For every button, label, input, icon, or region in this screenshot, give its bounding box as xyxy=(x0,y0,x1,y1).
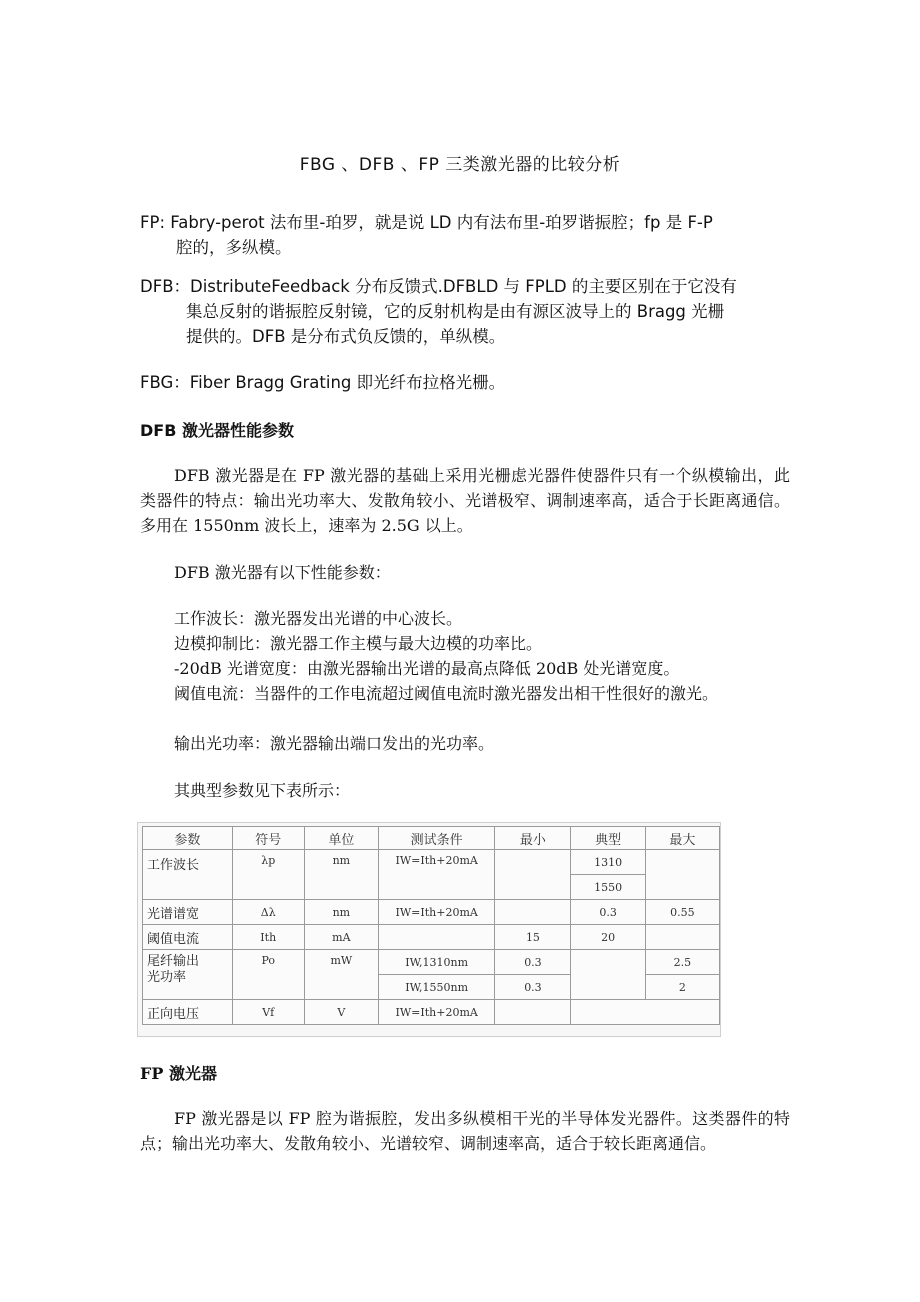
cell-condition: IW,1310nm xyxy=(378,950,495,975)
cell-min: 0.3 xyxy=(495,975,571,1000)
cell-param: 光谱谱宽 xyxy=(143,900,233,925)
dfb-definition-line1: DFB：DistributeFeedback 分布反馈式.DFBLD 与 FPLD 的主要区别在于它没有 xyxy=(140,277,737,296)
header-symbol: 符号 xyxy=(232,827,304,850)
cell-symbol: Ith xyxy=(232,925,304,950)
cell-typ: 1550 xyxy=(571,875,645,900)
cell-symbol: Vf xyxy=(232,1000,304,1025)
table-intro: 其典型参数见下表所示： xyxy=(174,781,351,800)
cell-max: 2.5 xyxy=(645,950,719,975)
cell-param-line2: 光功率 xyxy=(147,970,187,985)
dfb-definition-line3: 提供的。DFB 是分布式负反馈的，单纵模。 xyxy=(186,327,506,346)
header-param: 参数 xyxy=(143,827,233,850)
header-min: 最小 xyxy=(495,827,571,850)
parameter-table-image xyxy=(137,822,721,1037)
cell-unit: V xyxy=(304,1000,378,1025)
cell-min xyxy=(495,1000,571,1025)
dfb-intro-paragraph: DFB 激光器是在 FP 激光器的基础上采用光栅虑光器件使器件只有一个纵模输出，此类器件的特点：输出光功率大、发散角较小、光谱极窄、调制速率高，适合于长距离通信。多用在 1550nm 波长上，速率为 2.5G 以上。 xyxy=(140,466,790,535)
fp-definition-line1: FP: Fabry-perot 法布里-珀罗，就是说 LD 内有法布里-珀罗谐振腔；fp 是 F-P xyxy=(140,213,713,232)
header-unit: 单位 xyxy=(304,827,378,850)
cell-typ: 20 xyxy=(571,925,645,950)
cell-symbol: Δλ xyxy=(232,900,304,925)
cell-typ: 0.3 xyxy=(571,900,645,925)
cell-min xyxy=(495,900,571,925)
cell-typ xyxy=(571,950,645,1000)
cell-unit: mA xyxy=(304,925,378,950)
fbg-definition: FBG：Fiber Bragg Grating 即光纤布拉格光栅。 xyxy=(140,373,506,392)
param-item-smsr: 边模抑制比：激光器工作主模与最大边模的功率比。 xyxy=(174,634,543,653)
cell-param: 正向电压 xyxy=(143,1000,233,1025)
param-item-output-power: 输出光功率：激光器输出端口发出的光功率。 xyxy=(174,734,495,753)
dfb-definition-line2: 集总反射的谐振腔反射镜，它的反射机构是由有源区波导上的 Bragg 光栅 xyxy=(186,302,725,321)
header-max: 最大 xyxy=(645,827,719,850)
document-title: FBG 、DFB 、FP 三类激光器的比较分析 xyxy=(299,155,621,175)
cell-param-line1: 尾纤输出 xyxy=(147,954,200,969)
fp-section-heading: FP 激光器 xyxy=(140,1064,217,1083)
cell-condition: IW,1550nm xyxy=(378,975,495,1000)
cell-max: 2 xyxy=(645,975,719,1000)
cell-max: 0.55 xyxy=(645,900,719,925)
table-header-row xyxy=(143,827,720,850)
cell-unit: nm xyxy=(304,900,378,925)
table-row xyxy=(143,1000,720,1025)
dfb-params-intro: DFB 激光器有以下性能参数： xyxy=(174,563,391,582)
table-row xyxy=(143,900,720,925)
param-item-spectral-width: -20dB 光谱宽度：由激光器输出光谱的最高点降低 20dB 处光谱宽度。 xyxy=(174,659,680,678)
cell-min xyxy=(495,850,571,900)
cell-unit: nm xyxy=(304,850,378,900)
cell-param xyxy=(143,950,233,1000)
fp-definition xyxy=(140,210,790,260)
cell-param: 阈值电流 xyxy=(143,925,233,950)
param-item-threshold-current: 阈值电流：当器件的工作电流超过阈值电流时激光器发出相干性很好的激光。 xyxy=(174,684,719,703)
cell-min: 0.3 xyxy=(495,950,571,975)
parameter-table xyxy=(142,826,720,1025)
dfb-section-heading: DFB 激光器性能参数 xyxy=(140,421,294,440)
cell-param: 工作波长 xyxy=(143,850,233,900)
header-condition: 测试条件 xyxy=(378,827,495,850)
header-typ: 典型 xyxy=(571,827,645,850)
cell-condition: IW=Ith+20mA xyxy=(378,900,495,925)
cell-condition: IW=Ith+20mA xyxy=(378,850,495,900)
table-row xyxy=(143,950,720,975)
fp-paragraph: FP 激光器是以 FP 腔为谐振腔，发出多纵模相干光的半导体发光器件。这类器件的特点；输出光功率大、发散角较小、光谱较窄、调制速率高，适合于较长距离通信。 xyxy=(140,1109,790,1153)
fp-definition-line2: 腔的，多纵模。 xyxy=(176,238,292,257)
cell-condition: IW=Ith+20mA xyxy=(378,1000,495,1025)
cell-typ-max xyxy=(571,1000,720,1025)
cell-condition xyxy=(378,925,495,950)
cell-symbol: λp xyxy=(232,850,304,900)
cell-max xyxy=(645,925,719,950)
param-item-wavelength: 工作波长：激光器发出光谱的中心波长。 xyxy=(174,609,463,628)
dfb-definition xyxy=(140,274,790,349)
table-row xyxy=(143,925,720,950)
cell-typ: 1310 xyxy=(571,850,645,875)
table-row xyxy=(143,850,720,875)
cell-unit: mW xyxy=(304,950,378,1000)
cell-min: 15 xyxy=(495,925,571,950)
cell-max xyxy=(645,850,719,900)
cell-symbol: Po xyxy=(232,950,304,1000)
